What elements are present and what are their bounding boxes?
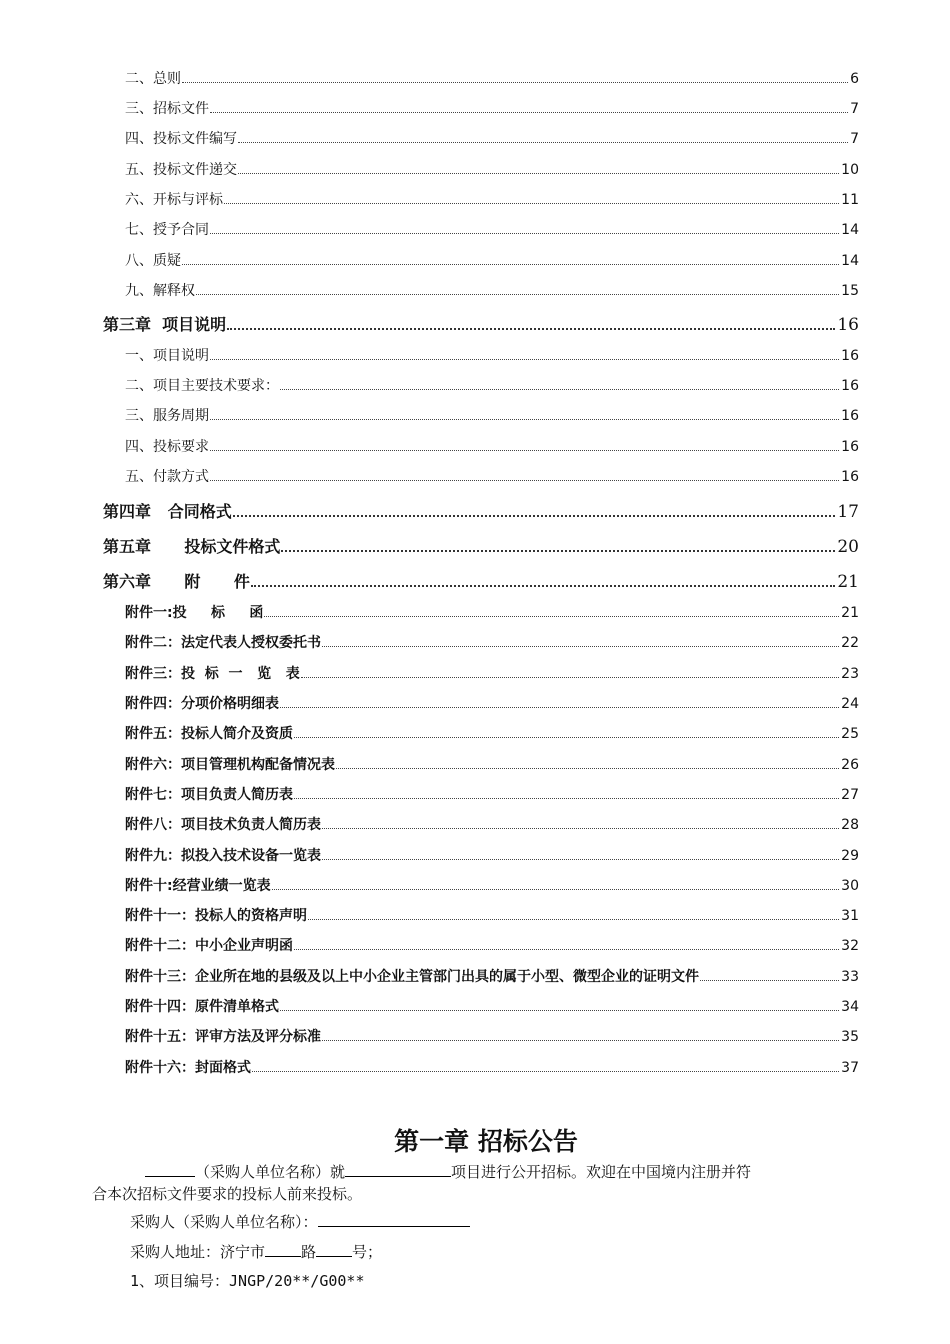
toc-entry[interactable] [125, 632, 859, 652]
intro-paragraph-line1 [145, 1161, 751, 1182]
toc-leader-dots [182, 82, 848, 83]
toc-entry-label: 附件十一：投标人的资格声明 [125, 908, 307, 924]
toc-entry[interactable] [125, 784, 859, 804]
toc-entry-page: 22 [841, 635, 859, 651]
toc-entry-label: 附件七：项目负责人简历表 [125, 787, 293, 803]
toc-entry-label: 附件十五：评审方法及评分标准 [125, 1029, 321, 1045]
toc-entry-label: 八、质疑 [125, 253, 181, 269]
toc-leader-dots [238, 142, 848, 143]
toc-entry[interactable] [125, 68, 859, 88]
toc-entry[interactable] [125, 966, 859, 986]
toc-leader-dots [210, 233, 839, 234]
toc-entry-page: 17 [837, 502, 859, 522]
toc-entry-page: 28 [841, 817, 859, 833]
toc-entry-label: 附件八：项目技术负责人简历表 [125, 817, 321, 833]
toc-entry[interactable] [125, 405, 859, 425]
toc-leader-dots [700, 980, 839, 981]
toc-entry-page: 20 [837, 537, 859, 557]
intro-text-b: 项目进行公开招标。欢迎在中国境内注册并符 [451, 1163, 752, 1181]
toc-leader-dots [182, 264, 839, 265]
toc-entry-page: 23 [841, 666, 859, 682]
toc-entry-page: 16 [841, 378, 859, 394]
blank-underline[interactable] [145, 1176, 195, 1177]
toc-entry-label: 六、开标与评标 [125, 192, 223, 208]
toc-leader-dots [233, 515, 836, 517]
toc-entry[interactable] [125, 345, 859, 365]
toc-entry[interactable] [103, 569, 859, 592]
toc-entry-label: 一、项目说明 [125, 348, 209, 364]
toc-entry[interactable] [103, 312, 859, 335]
purchaser-line [130, 1211, 470, 1232]
toc-entry[interactable] [103, 499, 859, 522]
toc-leader-dots [252, 1071, 839, 1072]
number-blank[interactable] [316, 1256, 352, 1257]
toc-leader-dots [227, 328, 835, 330]
toc-leader-dots [210, 419, 839, 420]
toc-leader-dots [301, 677, 839, 678]
toc-entry-page: 34 [841, 999, 859, 1015]
toc-entry[interactable] [125, 905, 859, 925]
toc-entry[interactable] [125, 466, 859, 486]
toc-entry-label: 九、解释权 [125, 283, 195, 299]
toc-leader-dots [322, 828, 839, 829]
toc-entry-label: 第五章 投标文件格式 [103, 537, 281, 556]
toc-leader-dots [210, 480, 839, 481]
toc-entry[interactable] [125, 98, 859, 118]
toc-entry-page: 21 [837, 572, 859, 592]
toc-entry[interactable] [125, 1057, 859, 1077]
toc-entry[interactable] [125, 996, 859, 1016]
toc-leader-dots [280, 1010, 839, 1011]
toc-entry[interactable] [103, 534, 859, 557]
toc-leader-dots [280, 389, 839, 390]
toc-entry-page: 7 [850, 131, 859, 147]
toc-leader-dots [336, 768, 839, 769]
toc-entry-label: 四、投标要求 [125, 439, 209, 455]
toc-leader-dots [308, 919, 839, 920]
toc-entry-page: 30 [841, 878, 859, 894]
toc-entry-label: 附件九：拟投入技术设备一览表 [125, 848, 321, 864]
toc-entry-page: 27 [841, 787, 859, 803]
toc-entry-label: 附件四：分项价格明细表 [125, 696, 279, 712]
road-blank[interactable] [265, 1256, 301, 1257]
toc-entry-label: 第四章 合同格式 [103, 502, 232, 521]
toc-entry-label: 附件十四：原件清单格式 [125, 999, 279, 1015]
toc-entry[interactable] [125, 250, 859, 270]
toc-entry-page: 26 [841, 757, 859, 773]
toc-entry-label: 第六章 附 件 [103, 572, 250, 591]
toc-entry-label: 附件五：投标人简介及资质 [125, 726, 293, 742]
toc-entry-label: 附件十:经营业绩一览表 [125, 878, 271, 894]
toc-entry-page: 10 [841, 162, 859, 178]
toc-entry-page: 37 [841, 1060, 859, 1076]
toc-entry-label: 附件三：投 标 一 览 表 [125, 666, 300, 682]
toc-leader-dots [281, 550, 835, 552]
toc-entry-label: 附件十六：封面格式 [125, 1060, 251, 1076]
toc-leader-dots [238, 173, 839, 174]
purchaser-blank[interactable] [318, 1226, 470, 1227]
toc-entry-page: 15 [841, 283, 859, 299]
toc-entry-page: 32 [841, 938, 859, 954]
blank-underline[interactable] [345, 1176, 451, 1177]
toc-entry[interactable] [125, 1026, 859, 1046]
toc-leader-dots [322, 1040, 839, 1041]
toc-entry-page: 14 [841, 253, 859, 269]
toc-entry-label: 附件一:投 标 函 [125, 605, 264, 621]
toc-entry[interactable] [125, 693, 859, 713]
toc-entry-page: 16 [841, 469, 859, 485]
toc-leader-dots [280, 707, 839, 708]
toc-entry[interactable] [125, 814, 859, 834]
toc-entry-page: 16 [841, 439, 859, 455]
toc-entry-label: 附件十三：企业所在地的县级及以上中小企业主管部门出具的属于小型、微型企业的证明文件 [125, 969, 699, 985]
toc-leader-dots [294, 737, 839, 738]
toc-entry[interactable] [125, 845, 859, 865]
toc-entry-page: 24 [841, 696, 859, 712]
toc-entry-page: 35 [841, 1029, 859, 1045]
toc-leader-dots [210, 450, 839, 451]
toc-entry-label: 第三章 项目说明 [103, 315, 227, 334]
toc-entry[interactable] [125, 436, 859, 456]
address-prefix: 采购人地址：济宁市 [130, 1243, 266, 1261]
toc-entry-page: 16 [841, 408, 859, 424]
intro-text-a: （采购人单位名称）就 [195, 1163, 346, 1181]
toc-entry-label: 五、付款方式 [125, 469, 209, 485]
intro-paragraph-line2: 合本次招标文件要求的投标人前来投标。 [92, 1185, 363, 1203]
toc-entry[interactable] [125, 935, 859, 955]
toc-entry-label: 附件二：法定代表人授权委托书 [125, 635, 321, 651]
toc-leader-dots [210, 112, 848, 113]
toc-leader-dots [251, 585, 836, 587]
toc-entry-page: 16 [837, 315, 859, 335]
toc-leader-dots [196, 294, 839, 295]
toc-leader-dots [294, 798, 839, 799]
toc-entry[interactable] [125, 875, 859, 895]
purchaser-label: 采购人（采购人单位名称）： [130, 1213, 318, 1231]
toc-entry-page: 7 [850, 101, 859, 117]
toc-entry[interactable] [125, 159, 859, 179]
toc-entry-label: 四、投标文件编写 [125, 131, 237, 147]
project-number-line: 1、项目编号：JNGP/20**/G00** [130, 1272, 365, 1290]
toc-entry[interactable] [125, 663, 859, 683]
toc-entry-page: 25 [841, 726, 859, 742]
toc-entry-page: 21 [841, 605, 859, 621]
address-suffix: 号； [352, 1243, 383, 1261]
toc-entry-page: 29 [841, 848, 859, 864]
toc-entry-label: 七、授予合同 [125, 222, 209, 238]
toc-entry[interactable] [125, 128, 859, 148]
toc-entry-page: 11 [841, 192, 859, 208]
toc-entry-label: 附件六：项目管理机构配备情况表 [125, 757, 335, 773]
toc-entry-page: 33 [841, 969, 859, 985]
toc-leader-dots [210, 359, 839, 360]
toc-entry[interactable] [125, 602, 859, 622]
toc-entry[interactable] [125, 723, 859, 743]
toc-entry-page: 31 [841, 908, 859, 924]
toc-leader-dots [224, 203, 839, 204]
toc-entry[interactable] [125, 280, 859, 300]
address-line [130, 1241, 382, 1262]
toc-leader-dots [322, 646, 839, 647]
toc-entry-page: 16 [841, 348, 859, 364]
toc-entry[interactable] [125, 219, 859, 239]
toc-leader-dots [272, 889, 840, 890]
toc-entry[interactable] [125, 375, 859, 395]
toc-entry[interactable] [125, 189, 859, 209]
toc-leader-dots [294, 949, 839, 950]
toc-entry-label: 三、服务周期 [125, 408, 209, 424]
toc-leader-dots [264, 616, 839, 617]
toc-entry-label: 三、招标文件 [125, 101, 209, 117]
toc-leader-dots [322, 859, 839, 860]
toc-entry-label: 二、项目主要技术要求： [125, 378, 279, 394]
toc-entry-label: 五、投标文件递交 [125, 162, 237, 178]
toc-entry-label: 二、总则 [125, 71, 181, 87]
toc-entry-page: 14 [841, 222, 859, 238]
address-road: 路 [301, 1243, 317, 1261]
toc-entry-label: 附件十二：中小企业声明函 [125, 938, 293, 954]
chapter-title: 第一章 招标公告 [394, 1127, 578, 1156]
toc-entry-page: 6 [850, 71, 859, 87]
toc-entry[interactable] [125, 754, 859, 774]
